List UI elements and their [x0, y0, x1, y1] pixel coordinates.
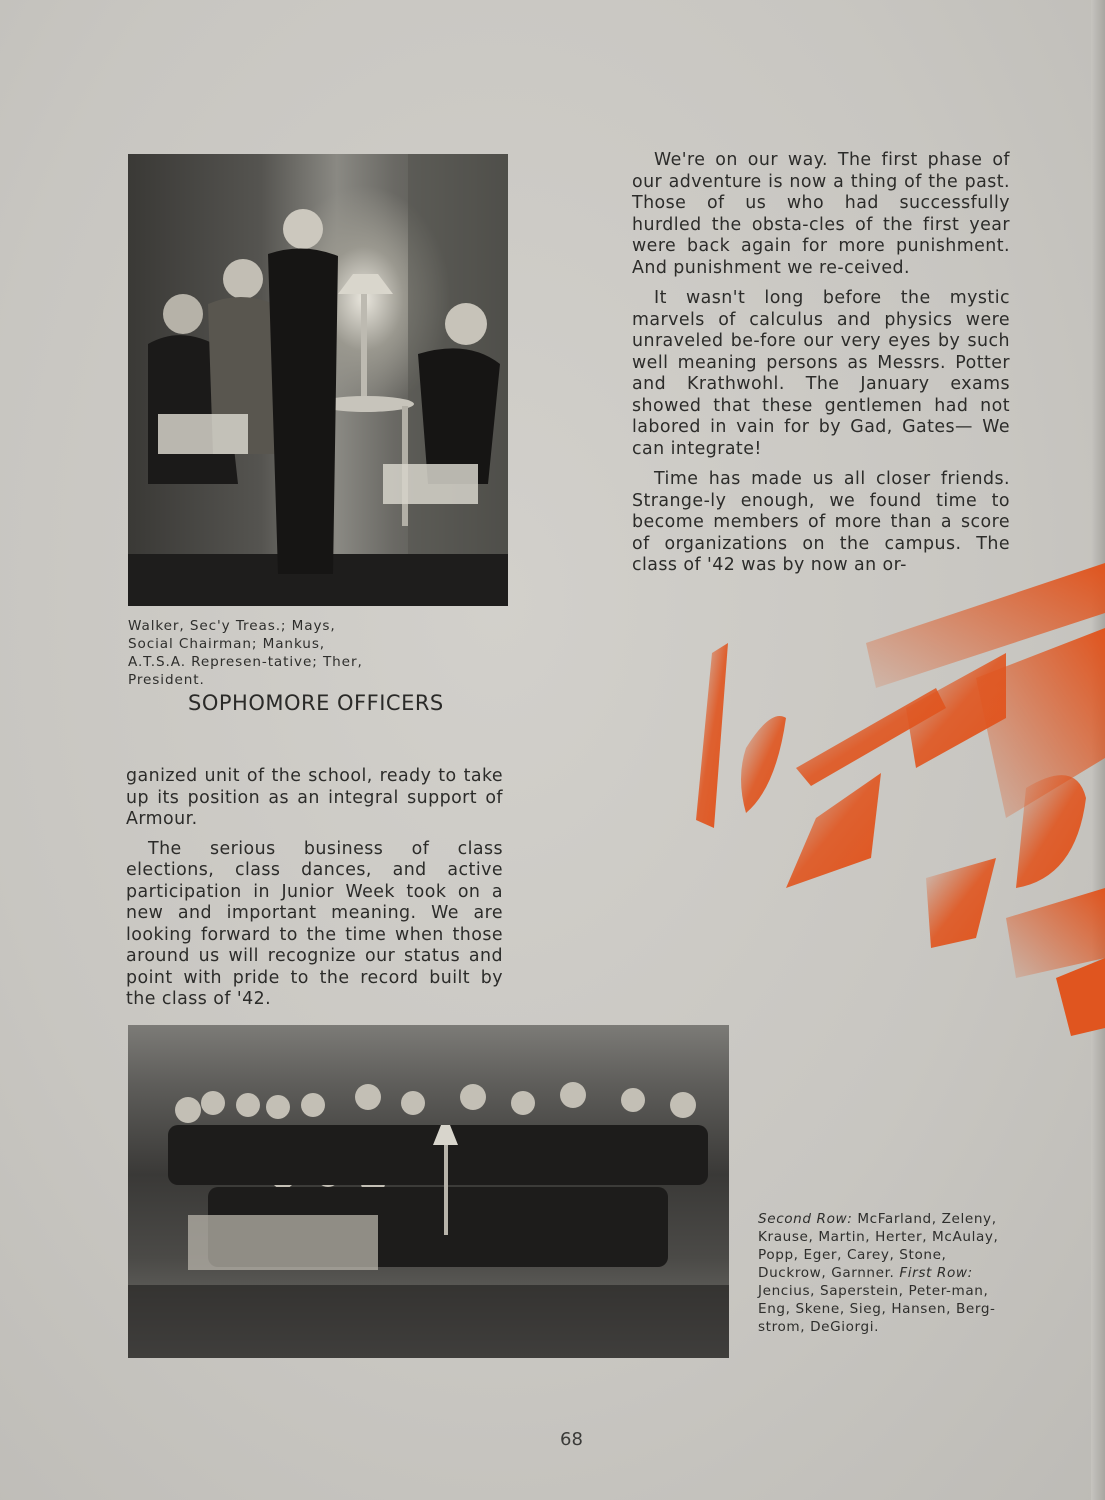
officers-photo-figures [128, 154, 508, 606]
paragraph: It wasn't long before the mystic marvels of calculus and physics were unraveled be-fore our very eyes by such well meaning persons as Messrs. Potter and Krathwohl. The January exams showed that these gentlemen had not labored in vain for by Gad, Gates— We can integrate! [632, 288, 1010, 459]
second-row-names: McFarland, Zeleny, Krause, Martin, Herter, McAulay, Popp, Eger, Carey, Stone, Duckrow, Garnner. [758, 1211, 999, 1281]
page-number: 68 [560, 1429, 583, 1450]
paragraph: The serious business of class elections, class dances, and active participation in Junior Week took on a new and important meaning. We are looking forward to the time when those around us will recognize our status and point with pride to the record built by the class of '42. [126, 838, 503, 1009]
intro-text-column [632, 150, 1010, 577]
officers-photo-caption: Walker, Sec'y Treas.; Mays, Social Chairman; Mankus, A.T.S.A. Represen-tative; Ther, President. [128, 618, 363, 688]
paragraph: ganized unit of the school, ready to take up its position as an integral support of Armour. [126, 766, 503, 829]
sophomore-class-photo [128, 1025, 729, 1358]
paragraph: We're on our way. The first phase of our adventure is now a thing of the past. Those of us who had successfully hurdled the obsta-cles of the first year were back again for more punishment. And punishment we re-ceived. [632, 150, 1010, 278]
class-of-1942-graphic [676, 558, 1105, 1044]
paragraph: Time has made us all closer friends. Strange-ly enough, we found time to become members of more than a score of organizations on the campus. The class of '42 was by now an or- [632, 469, 1010, 575]
continued-text-column [126, 766, 503, 1011]
first-row-label: First Row: [899, 1265, 973, 1281]
class-photo-figures [128, 1025, 729, 1358]
class-photo-caption [758, 1210, 1010, 1336]
sophomore-officers-photo [128, 154, 508, 606]
page-heading: SOPHOMORE OFFICERS [188, 691, 444, 715]
second-row-label: Second Row: [758, 1211, 853, 1227]
first-row-names: Jencius, Saperstein, Peter-man, Eng, Skene, Sieg, Hansen, Berg-strom, DeGiorgi. [758, 1283, 996, 1335]
